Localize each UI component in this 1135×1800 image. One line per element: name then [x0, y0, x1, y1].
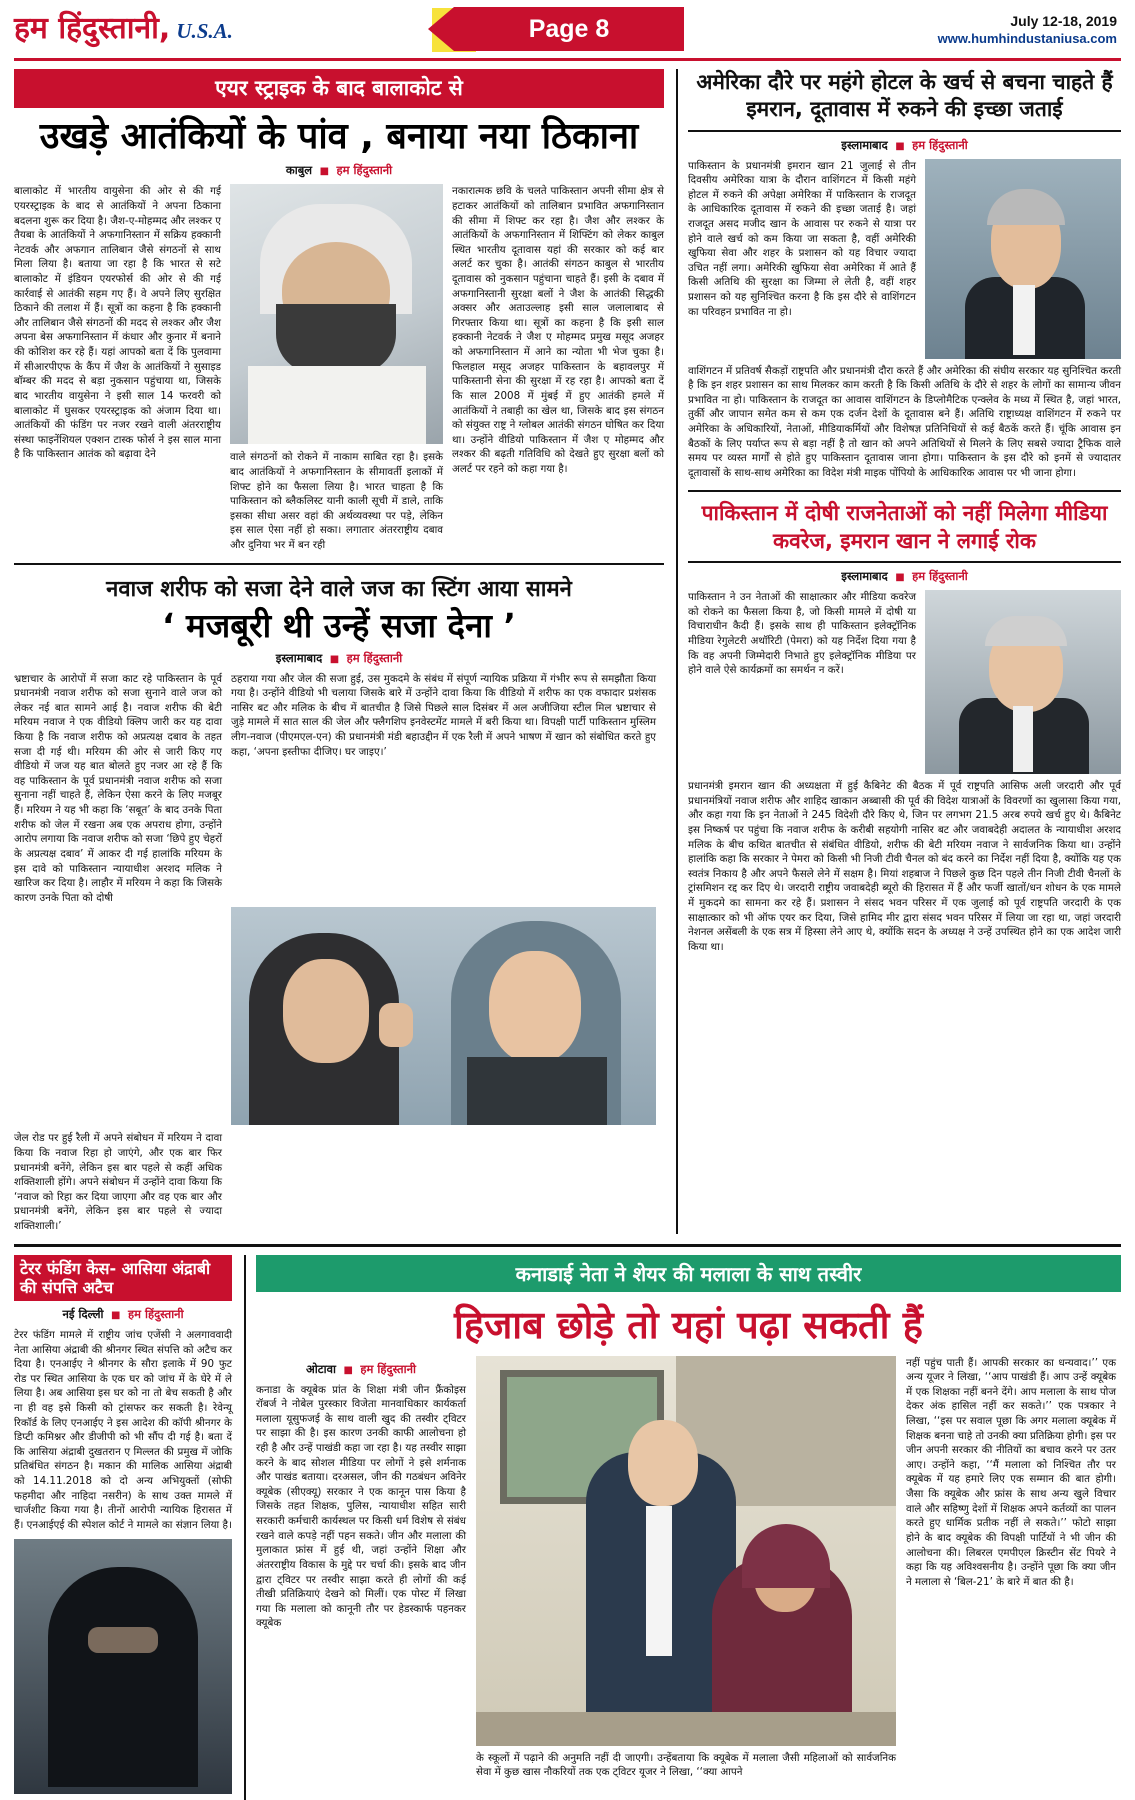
- top-section: [14, 69, 1121, 1234]
- story-imran-byline: [688, 138, 1121, 153]
- story-imran-col1: पाकिस्तान के प्रधानमंत्री इमरान खान 21 जुलाई से तीन दिवसीय अमेरिका यात्रा के दौरान वाशिंगटन में किसी महंगे होटल में रुकने की अपेक्षा अमेरिका में पाकिस्तान के राजदूत के आधिकारिक दूतावास में रुकने की इच्छा जताई है। जहां राजदूत असद मजीद खान के आवास पर रुकने से यात्रा पर होने वाले खर्च को कम किया जा सकता है, वहीं अमेरिकी खुफिया सेवा और शहर के प्रशासन को यह विचार ज्यादा उचित नहीं लगा। अमेरिकी खुफिया सेवा अमेरिका में आते हैं किसी अतिथि की सुरक्षा का जिम्मा ले लेती है, वहीं शहर प्रशासन को यह सुनिश्चित करना है कि इस दौरे से वाशिंगटन का परिवहन प्रभावित ना हो।: [688, 159, 916, 318]
- story-imran-hotel: [688, 69, 1121, 480]
- byline-place: काबुल: [285, 163, 313, 178]
- story-malala-left-col: [256, 1356, 466, 1780]
- story-malala-headline: हिजाब छोड़े तो यहां पढ़ा सकती हैं: [454, 1302, 923, 1347]
- byline-bullet-icon: ■: [891, 572, 909, 584]
- story-media-ban: [688, 490, 1121, 954]
- story-media-ban-headline: पाकिस्तान में दोषी राजनेताओं को नहीं मिलेगा मीडिया कवरेज, इमरान खान ने लगाई रोक: [701, 501, 1108, 553]
- story-media-ban-col1: पाकिस्तान ने उन नेताओं की साक्षात्कार और मीडिया कवरेज को रोकने का फैसला किया है, जो किसी मामले में दोषी या विचाराधीन कैदी हैं। इसके साथ ही पाकिस्तान इलेक्ट्रॉनिक मीडिया रेगुलेटरी अथॉरिटी (पेमरा) को यह निर्देश दिया गया है कि वह अपनी जिम्मेदारी निभाते हुए इलेक्ट्रॉनिक मीडिया पर होने वाले ऐसे कार्यक्रमों का समर्थन न करें।: [688, 591, 916, 677]
- story-balakot-col1: बालाकोट में भारतीय वायुसेना की ओर से की गई एयरस्ट्राइक के बाद से आतंकियों ने अपना ठिकाना बदलना शुरू कर दिया है। जैश-ए-मोहम्मद और लश्कर ए तैयबा के आतंकियों ने अफगानिस्तान में सक्रिय हक्कानी नेटवर्क और अफगान तालिबान जैसे संगठनों से साथ मिला लिया है। बताया जा रहा है कि भारत से सटे बालाकोट में इंडियन एयरफोर्स की ओर से की गई कार्रवाई से आतंकी सहम गए हैं। वे अपने लिए सुरक्षित ठिकाने की तलाश में हैं। सूत्रों का कहना है कि हक्कानी और तालिबान जैसे संगठनों की मदद से लश्कर और जैश अपना बेस अफगानिस्तान में कंधार और कुनार में बनाने की कोशिश कर रहे हैं। यहां आपको बता दें कि पुलवामा में सीआरपीएफ के कैंप में जैश के आतंकियों ने सुसाइड बॉम्बर की मदद से बड़ा नुकसान पहुंचाया था, जिसके बाद भारतीय वायुसेना ने इसी साल 14 फरवरी को बालाकोट में घुसकर एयरस्ट्राइक को अंजाम दिया था। आतंकियों की फंडिंग पर नजर रखने वाली अंतरराष्ट्रीय संस्था फाइनेंशियल एक्शन टास्क फोर्स ने इस साल माना है कि पाकिस्तान आतंक को बढ़ावा देने: [14, 185, 222, 461]
- byline-source: हम हिंदुस्तानी: [336, 163, 393, 178]
- byline-bullet-icon: ■: [326, 653, 343, 665]
- photo-imran-khan: [925, 159, 1121, 359]
- story-balakot-byline: [14, 163, 664, 178]
- byline-place: ओटावा: [306, 1361, 336, 1376]
- story-balakot: [14, 69, 664, 553]
- story-balakot-kicker: एयर स्ट्राइक के बाद बालाकोट से: [14, 69, 664, 108]
- story-nawaz-judge: [14, 563, 664, 1234]
- photo-asiya-andrabi: [14, 1539, 232, 1794]
- byline-source: हम हिंदुस्तानी: [346, 650, 403, 665]
- masthead-logo-usa: U.S.A.: [176, 19, 233, 43]
- byline-source: हम हिंदुस्तानी: [912, 569, 968, 584]
- story-malala-quebec: [244, 1255, 1121, 1800]
- website-url[interactable]: www.humhindustaniusa.com: [937, 30, 1117, 46]
- masthead-logo: [14, 11, 454, 46]
- byline-bullet-icon: ■: [316, 166, 333, 178]
- story-nawaz-headline: ‘ मजबूरी थी उन्हें सजा देना ’: [162, 605, 516, 645]
- byline-source: हम हिंदुस्तानी: [128, 1306, 184, 1321]
- photo-masood-azhar: [230, 184, 443, 444]
- story-nawaz-kicker: नवाज शरीफ को सजा देने वाले जज का स्टिंग आया सामने: [106, 576, 572, 602]
- page-number-label: Page 8: [528, 14, 610, 43]
- byline-source: हम हिंदुस्तानी: [912, 137, 968, 152]
- story-media-ban-byline: [688, 569, 1121, 584]
- story-asiya-col1: टेरर फंडिंग मामले में राष्ट्रीय जांच एजेंसी ने अलगाववादी नेता आसिया अंद्राबी की श्रीनगर स्थित संपत्ति को अटैच कर दिया है। एनआईए ने श्रीनगर के सौरा इलाके में 90 फुट रोड पर स्थित आसिया के एक घर को जांच में के घेरे में ले लिया है। अब आसिया इस घर को ना तो बेच सकती है और ना ही वह इसे किसी को ट्रांसफर कर सकती है। रेवेन्यू रिकॉर्ड के लिए एनआईए ने इस आदेश की कॉपी श्रीनगर के डिप्टी कमिश्नर और डीजीपी को भी सौंप दी गई है। बता दें कि आसिया अंद्राबी दुखतरान ए मिल्लत की प्रमुख में जोकि प्रतिबंधित संगठन है। मकान की मालिक आसिया अंद्राबी को 14.11.2018 को दो अन्य अभियुक्तों (सोफी फहमीदा और नाहिदा नसरीन) के साथ उक्त मामले में चार्जशीट किया गया है। तीनों आरोपी न्यायिक हिरासत में हैं। एनआईएई की स्पेशल कोर्ट ने मामले का संज्ञान लिया है।: [14, 1328, 232, 1531]
- right-column: [676, 69, 1121, 1234]
- byline-place: इस्लामाबाद: [275, 650, 323, 665]
- byline-bullet-icon: ■: [891, 140, 909, 152]
- byline-place: इस्लामाबाद: [841, 569, 888, 584]
- byline-place: नई दिल्ली: [62, 1306, 104, 1321]
- bottom-section: [14, 1244, 1121, 1800]
- issue-date: July 12-18, 2019: [1010, 12, 1117, 29]
- story-asiya-andrabi: [14, 1255, 232, 1800]
- story-malala-col1: कनाडा के क्यूबेक प्रांत के शिक्षा मंत्री जीन फ्रैंकोइस रॉबर्ज ने नोबेल पुरस्कार विजेता मानवाधिकार कार्यकर्ता मलाला यूसुफजई के साथ वाली खुद की तस्वीर ट्विटर पर साझा की है। इस कारण उनकी काफी आलोचना हो रही है और उन्हें पाखंडी कहा जा रहा है। यह तस्वीर साझा करने के बाद सोशल मीडिया पर लोगों ने इसे शर्मनाक और पाखंड बताया। दरअसल, जीन की गठबंधन अविनेर क्यूबेक (सीएक्यू) सरकार ने एक कानून पास किया है जिसके तहत शिक्षक, पुलिस, न्यायाधीश सहित सारी सरकारी कर्मचारी कार्यस्थल पर किसी धर्म विशेष से संबंध रखने वाले कपड़े नहीं पहन सकते। जीन और मलाला की मुलाकात फ्रांस में हुई थी, जहां उन्होंने शिक्षा और अंतरराष्ट्रीय विकास के मुद्दे पर चर्चा की। इसके बाद जीन द्वारा ट्विटर पर तस्वीर साझा करते ही लोगों की कई तीखी प्रतिक्रियाएं देखने को मिलीं। एक पोस्ट में लिखा गया कि मलाला को कानूनी तौर पर हेडस्कार्फ पहनकर क्यूबेक: [256, 1383, 466, 1630]
- masthead-logo-hindi: हम हिंदुस्तानी,: [14, 11, 171, 46]
- byline-bullet-icon: ■: [107, 1309, 124, 1321]
- story-imran-headline: अमेरिका दौरे पर महंगे होटल के खर्च से बचना चाहते हैं इमरान, दूतावास में रुकने की इच्छा जताई: [696, 70, 1113, 122]
- story-media-ban-col2: प्रधानमंत्री इमरान खान की अध्यक्षता में हुई कैबिनेट की बैठक में पूर्व राष्ट्रपति आसिफ अली जरदारी और पूर्व प्रधानमंत्रियों नवाज शरीफ और शाहिद खाकान अब्बासी की पूर्व की विदेश यात्राओं के विवरणों का खुलासा किया गया, और कहा गया कि इन नेताओं ने 245 विदेशी दौरे किए थे, जिन पर लगभग 21.5 अरब रुपये खर्च हुए थे। कैबिनेट इस निष्कर्ष पर पहुंचा कि नवाज शरीफ के करीबी सहयोगी नासिर बट और जवाबदेही अदालत के न्यायाधीश अरशद मलिक के बीच कथित बातचीत से संबंधित वीडियो, शरीफ की बेटी मरियम नवाज ने सार्वजनिक किया था। उन्होंने हालांकि कहा कि सरकार ने पेमरा को किसी भी निजी टीवी चैनल को बंद करने का निर्देश नहीं दिया है, क्योंकि यह एक स्वतंत्र निकाय है और अपने फैसले लेने में सक्षम है। मियां शहबाज ने पिछले कुछ दिन पहले तीन निजी टीवी चैनलों के ट्रांसमिशन रद्द कर दिए थे। जरदारी राष्ट्रीय जवाबदेही ब्यूरो की हिरासत में हैं और फर्जी खातों/धन शोधन के एक मामले में मुकदमे का सामना कर रहे हैं। प्रशासन ने संसद भवन परिसर में एक जुलाई को पूर्व राष्ट्रपति जरदारी के एक साक्षात्कार को भी ऑफ एयर कर दिया, जिसे हामिद मीर द्वारा संसद भवन परिसर में लिया जा रहा था, जहां जरदारी नेशनल असेंबली के एक सत्र में हिस्सा लेने आए थे, क्योंकि सदन के अध्यक्ष ने उन्हें उपस्थित होने का एक आदेश जारी किया था।: [688, 780, 1121, 953]
- story-imran-col2: वाशिंगटन में प्रतिवर्ष सैकड़ों राष्ट्रपति और प्रधानमंत्री दौरा करते हैं और अमेरिका की संघीय सरकार यह सुनिश्चित करती है कि इन शहर प्रशासन का साथ मिलकर काम करती है कि किसी अतिथि के दौरे से शहर के लोगों का सामान्य जीवन प्रभावित ना हो। पाकिस्तान के राजदूत का आवास वाशिंगटन के डिप्लोमैटिक एन्क्लेव के मध्य में स्थित है, जहां भारत, तुर्की और जापान समेत कम से कम एक दर्जन देशों के दूतावास बने हैं। अतिथि राष्ट्राध्यक्ष वाशिंगटन में रुकने पर अमेरिका के अधिकारियों, नेताओं, मीडियाकर्मियों और विशेषज्ञ प्रतिनिधियों से कई बैठकें करते हैं। चूंकि आवास इन बैठकों के लिए पर्याप्त रूप से बड़ा नहीं है तो खान को अपने अतिथियों से मिलने के लिए सबसे ज्यादा ट्रैफिक वाले समय पर व्यस्त मार्गों से होते हुए पाकिस्तान दूतावास जाना होगा। पाकिस्तान के इस दौरे को इनमें से ज्यादातर दूतावासों के साथ-साथ अमेरिका का विदेश मंत्री माइक पोंपियो के आधिकारिक आवास पर भी जाना होगा।: [688, 364, 1121, 479]
- story-malala-col2: के स्कूलों में पढ़ाने की अनुमति नहीं दी जाएगी। उन्हेंबताया कि क्यूबेक में मलाला जैसी महिलाओं को सार्वजनिक सेवा में कुछ खास नौकरियों तक एक ट्विटर यूजर ने लिखा, ‘‘क्या आपने: [476, 1751, 896, 1779]
- story-balakot-col2: वाले संगठनों को रोकने में नाकाम साबित रहा है। इसके बाद आतंकियों ने अफगानिस्तान के सीमावर्ती इलाकों में शिफ्ट होने का फैसला लिया है। भारत चाहता है कि पाकिस्तान को ब्लैकलिस्ट यानी काली सूची में डाले, ताकि इसका सीधा असर वहां की अर्थव्यवस्था पर पड़े, लेकिन इस साल ऐसा नहीं हो सका। लगातार अंतरराष्ट्रीय दबाव और दुनिया भर में बन रही: [230, 451, 444, 552]
- story-malala-col3: नहीं पहुंच पाती हैं। आपकी सरकार का धन्यवाद।’’ एक अन्य यूजर ने लिखा, ‘‘आप पाखंडी हैं। आप उन्हें क्यूबेक में एक शिक्षका नहीं बनने देंगे। आप मलाला के साथ पोज देकर अंक हासिल नहीं कर सकते।’’ एक पत्रकार ने लिखा, ‘‘इस पर सवाल पूछा कि अगर मलाला क्यूबेक में शिक्षक बनना चाहे तो उनकी क्या प्रतिक्रिया होगी। इस पर जीन अपनी सरकार की नीतियों का बचाव करने पर उतर आए। उन्होंने कहा, ‘‘मैं मलाला को निश्चित तौर पर क्यूबेक में यह हमारे लिए एक सम्मान की बात होगी। जैसा कि क्यूबेक और फ्रांस के साथ अन्य खुले विचार वाले और सहिष्णु देशों में शिक्षक अपने कर्तव्यों का पालन करते हुए धार्मिक प्रतीक नहीं ले सकते।’’ फोटो साझा होने के बाद क्यूबेक की विपक्षी पार्टियों ने भी जीन की आलोचना की। लिबरल एमपीएल क्रिस्टीन सेंट पियरे ने कहा कि यह अविश्वसनीय है। उन्होंने पूछा कि क्या जीन ने मलाला से ‘बिल-21’ के बारे में बात की है।: [906, 1356, 1116, 1588]
- story-balakot-headline: उखड़े आतंकियों के पांव , बनाया नया ठिकाना: [39, 116, 639, 157]
- story-balakot-col3: नकारात्मक छवि के चलते पाकिस्तान अपनी सीमा क्षेत्र से हटाकर आतंकियों को तालिबान प्रभावित अफगानिस्तान की सीमा में शिफ्ट कर रहा है। जैश और लश्कर के आतंकियों के अफगानिस्तान में शिफ्टिंग को लेकर काबुल स्थित भारतीय दूतावास यहां की सरकार को कई बार अलर्ट कर चुका है। आतंकी संगठन काबुल से भारतीय दूतावास को नुकसान पहुंचाना चाहते हैं। इसी के दबाव में अफगानिस्तानी सुरक्षा बलों ने जैश के आतंकी सिद्धकी अक्सर और अताउल्लाह इसी साल जलालाबाद से गिरफ्तार किया था। सूत्रों का कहना है कि इसी साल हक्कानी नेटवर्क ने जैश ए मोहम्मद प्रमुख मसूद अजहर को अफगानिस्तान में आने का न्योता भी भेज चुका है। फिलहाल मसूद अजहर पाकिस्तान के बहावलपुर में पाकिस्तानी सेना की सुरक्षा में रह रहा है। आपको बता दें कि साल 2008 में मुंबई में हुए आतंकी हमले में आतंकियों ने तबाही का खेल था, जिसके बाद इस संगठन को संयुक्त राष्ट्र ने ग्लोबल आतंकी संगठन घोषित कर दिया था। उन्होंने वीडियो पाकिस्तान में जैश ए मोहम्मद और लश्कर की बढ़ती गतिविधि को देखते हुए सुरक्षा बलों को अलर्ट पर रहने को कहा गया है।: [452, 185, 664, 475]
- byline-source: हम हिंदुस्तानी: [360, 1361, 416, 1376]
- page-number-banner: [454, 7, 684, 51]
- masthead: [14, 0, 1121, 61]
- story-malala-byline: [256, 1362, 466, 1377]
- story-malala-kicker: कनाडाई नेता ने शेयर की मलाला के साथ तस्वीर: [256, 1255, 1121, 1292]
- masthead-meta: [684, 13, 1121, 46]
- story-asiya-kicker: टेरर फंडिंग केस- आसिया अंद्राबी की संपत्ति अटैच: [14, 1255, 232, 1301]
- photo-malala-with-minister: [476, 1356, 896, 1746]
- photo-maryam-nawaz: [231, 907, 656, 1125]
- story-nawaz-byline: [14, 651, 664, 666]
- byline-bullet-icon: ■: [339, 1364, 357, 1376]
- left-column: [14, 69, 664, 1234]
- photo-nawaz-sharif: [925, 590, 1121, 774]
- story-balakot-photo-col: [230, 184, 443, 552]
- byline-place: इस्लामाबाद: [841, 137, 888, 152]
- story-nawaz-col3: जेल रोड पर हुई रैली में अपने संबोधन में मरियम ने दावा किया कि नवाज रिहा हो जाएंगे, और एक बार फिर प्रधानमंत्री बनेंगे, लेकिन इस बार पहले से कहीं अधिक शक्तिशाली होंगे। अपने संबोधन में उन्होंने दावा किया कि ‘नवाज को रिहा कर दिया जाएगा और वह एक बार और प्रधानमंत्री बनेंगे, लेकिन इस बार पहले से ज्यादा शक्तिशाली।’: [14, 1132, 222, 1232]
- story-nawaz-col2: ठहराया गया और जेल की सजा हुई, उस मुकदमे के संबंध में संपूर्ण न्यायिक प्रक्रिया में गंभीर रूप से समझौता किया गया है। उन्होंने वीडियो भी चलाया जिसके बारे में उन्होंने दावा किया कि वीडियो में शरीफ का एक वफादार प्रशंसक नासिर बट और मलिक के बीच में बातचीत है जिसे पिछले साल दिसंबर में अल अजीजिया स्टील मिल भ्रष्टाचार से जुड़े मामले में सात साल की जेल और फ्लैगशिप इनवेस्टमेंट मामले में बरी किया था। विपक्षी पार्टी पाकिस्तान मुस्लिम लीग-नवाज (पीएमएल-एन) की प्रधानमंत्री मंडी बहाउद्दीन में एक रैली में अपने भाषण में खान को संबोधित करते हुए कहा, ‘अपना इस्तीफा दीजिए। घर जाइए।’: [231, 672, 656, 758]
- story-asiya-byline: [14, 1307, 232, 1322]
- story-nawaz-col1: भ्रष्टाचार के आरोपों में सजा काट रहे पाकिस्तान के पूर्व प्रधानमंत्री नवाज शरीफ को सजा सुनाने वाले जज को लेकर नई बात सामने आई है। नवाज शरीफ की बेटी मरियम नवाज ने एक वीडियो क्लिप जारी कर यह दावा किया है कि नवाज शरीफ को अप्रत्यक्ष दबाव के तहत सजा दी गई थी। मरियम की ओर से जारी किए गए वीडियो में जज यह बात बोलते हुए नजर आ रहे हैं कि वह पाकिस्तान के पूर्व प्रधानमंत्री नवाज शरीफ को सजा सुनाना नहीं चाहते हैं, लेकिन ऐसा करने के लिए मजबूर हैं। मरियम ने यह भी कहा कि ‘सबूत’ के बाद उनके पिता शरीफ को जेल में रखना अब एक अपराध होगा, उन्होंने आरोप लगाया कि नवाज शरीफ को सजा ‘छिपे हुए चेहरों के अप्रत्यक्ष दबाव’ में आकर दी गई हालांकि मरियम के इस दावे को पाकिस्तान न्यायाधीश अरशद मलिक ने खारिज कर दिया है। लाहौर में मरियम ने कहा कि जिसके कारण उनके पिता को दोषी: [14, 672, 222, 904]
